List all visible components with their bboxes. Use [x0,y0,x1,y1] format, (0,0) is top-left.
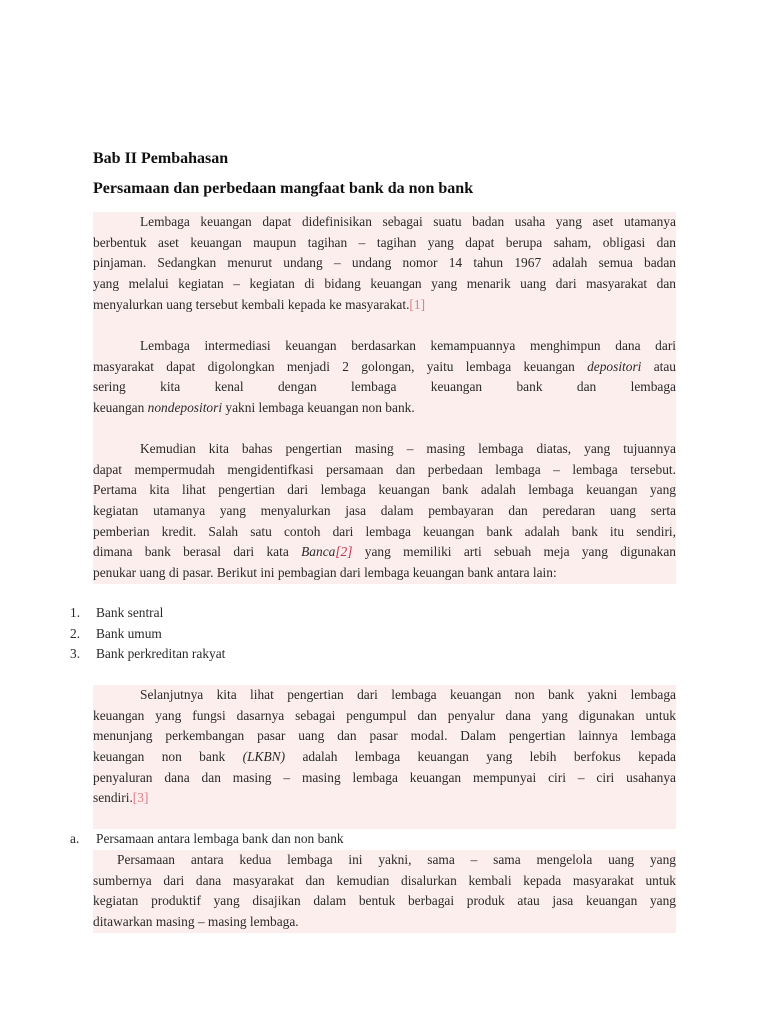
section-heading: Persamaan dan perbedaan mangfaat bank da non bank [93,180,474,197]
text-line [93,398,676,419]
footnote-link-1[interactable]: [1] [409,296,426,312]
text-line [93,747,676,768]
text-fragment: keuangan [93,400,148,416]
text-line: berbentuk aset keuangan maupun tagihan – tagihan yang dapat berupa saham, obligasi dan [93,234,676,250]
footnote-link-2[interactable]: [2] [335,544,353,560]
paragraph-similarities [93,850,676,933]
paragraph-bank-definition [93,439,676,584]
text-line [93,295,676,316]
bank-type-list [70,603,225,665]
list-marker: a. [70,831,80,846]
subsection-title: Persamaan antara lembaga bank dan non bank [96,831,344,846]
text-line: menunjang perkembangan pasar uang dan pasar modal. Dalam pengertian lainnya lembaga [93,728,676,744]
text-line: yang melalui kegiatan – kegiatan di bidang keuangan yang menarik uang dari masyarakat dan [93,276,676,292]
text-line: kegiatan produktif yang disajikan dalam bentuk berbagai produk atau jasa keuangan yang [93,893,676,909]
text-line [93,788,676,809]
chapter-heading: Bab II Pembahasan [93,150,229,167]
text-line: pinjaman. Sedangkan menurut undang – undang nomor 14 tahun 1967 adalah semua badan [93,255,676,271]
list-item-text: Bank perkreditan rakyat [96,646,226,662]
text-line: keuangan yang fungsi dasarnya sebagai pengumpul dan penyalur dana yang digunakan untuk [93,707,676,723]
highlight-gap [93,419,676,439]
text-line: ditawarkan masing – masing lembaga. [93,914,299,930]
text-line: Kemudian kita bahas pengertian masing – masing lembaga diatas, yang tujuannya [140,441,676,456]
list-item [70,603,225,624]
text-line: kegiatan utamanya yang menyalurkan jasa dalam pembayaran dan peredaran uang serta [93,503,676,519]
highlight-gap [93,809,676,829]
text-line: sumbernya dari dana masyarakat dan kemudian disalurkan kembali kepada masyarakat untuk [93,872,676,888]
text-fragment: masyarakat dapat digolongkan menjadi 2 golongan, yaitu lembaga keuangan [93,358,588,374]
term-banca: Banca [301,544,336,560]
text-fragment: menyalurkan uang tersebut kembali kepada ke masyarakat. [93,296,410,312]
text-line: Pertama kita lihat pengertian dari lembaga keuangan bank adalah lembaga keuangan yang [93,482,676,498]
list-item-text: Bank sentral [96,605,164,620]
text-fragment: yang memiliki arti sebuah meja yang digunakan [352,544,676,560]
term-depositori: depositori [587,358,642,374]
text-line: penyaluran dana dan masing – masing lembaga keuangan mempunyai ciri – ciri usahanya [93,769,676,785]
text-line: Selanjutnya kita lihat pengertian dari lembaga keuangan non bank yakni lembaga [140,687,676,702]
text-fragment: atau [641,358,676,374]
text-fragment: adalah lembaga keuangan yang lebih berfokus kepada [285,749,676,765]
term-nondepositori: nondepositori [147,400,223,416]
list-item [70,644,225,665]
footnote-link-3[interactable]: [3] [132,790,149,806]
text-line: sering kita kenal dengan lembaga keuangan bank dan lembaga [93,379,676,395]
highlight-gap [93,315,676,336]
paragraph-nonbank-definition [93,685,676,809]
text-line: Lembaga intermediasi keuangan berdasarkan kemampuannya menghimpun dana dari [140,338,676,353]
text-line: dapat mempermudah mengidentifkasi persamaan dan perbedaan lembaga – lembaga tersebut. [93,461,676,477]
text-fragment: sendiri. [93,790,133,806]
text-line: Lembaga keuangan dapat didefinisikan sebagai suatu badan usaha yang aset utamanya [140,214,676,229]
text-fragment: yakni lembaga keuangan non bank. [222,400,415,416]
text-line: Persamaan antara kedua lembaga ini yakni, sama – sama mengelola uang yang [117,852,676,867]
text-fragment: dimana bank berasal dari kata [93,544,302,560]
text-line [93,542,676,563]
paragraph-definition [93,212,676,315]
list-marker: 2. [70,625,81,641]
text-fragment: keuangan non bank [93,749,243,765]
list-marker: 1. [70,605,81,620]
subsection-a-title [70,829,344,850]
text-line [93,357,676,378]
term-lkbn: (LKBN) [242,749,286,765]
list-item [70,829,344,850]
paragraph-intermediation [93,336,676,419]
list-marker: 3. [70,646,81,662]
list-item [70,624,225,645]
text-line: pemberian kredit. Salah satu contoh dari lembaga keuangan bank adalah bank itu sendiri, [93,523,676,539]
text-line: penukar uang di pasar. Berikut ini pembagian dari lembaga keuangan bank antara lain: [93,565,557,581]
list-item-text: Bank umum [96,625,162,641]
